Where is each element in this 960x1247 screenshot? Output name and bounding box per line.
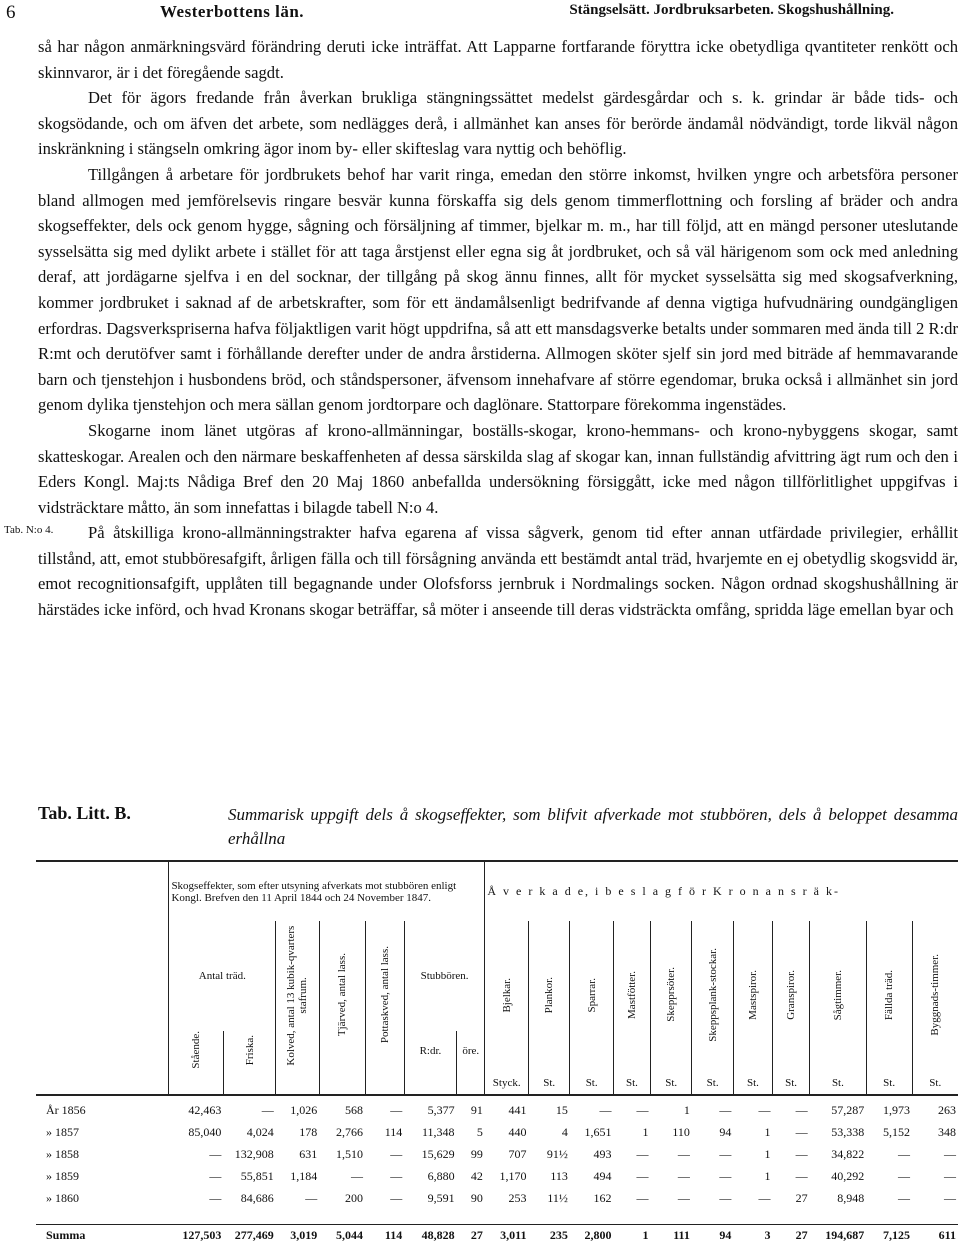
unit: St. xyxy=(773,1072,810,1095)
table-cell: 3,019 xyxy=(276,1224,320,1247)
page-header xyxy=(0,0,960,26)
table-cell: 90 xyxy=(470,1191,483,1206)
table-cell: 1,184 xyxy=(290,1169,318,1184)
table-cell: 27 xyxy=(773,1224,810,1247)
table-cell: 441 xyxy=(508,1103,527,1118)
unit: St. xyxy=(733,1072,772,1095)
col-header: Tjärved, antal lass. xyxy=(336,953,349,1037)
table-cell: — xyxy=(677,1147,690,1162)
table-cell: 110 xyxy=(672,1125,690,1140)
table-cell: — xyxy=(390,1169,403,1184)
table-row xyxy=(36,1100,958,1122)
col-header: Mastfötter. xyxy=(625,970,638,1019)
table-cell: — xyxy=(719,1103,732,1118)
table-cell: 263 xyxy=(938,1103,956,1118)
table-cell: — xyxy=(390,1103,403,1118)
table-cell: 4 xyxy=(561,1125,568,1140)
table-cell: — xyxy=(209,1169,222,1184)
table-row xyxy=(36,1166,958,1188)
table-cell: 91½ xyxy=(546,1147,568,1162)
table-cell: 48,828 xyxy=(404,1224,456,1247)
table-cell: — xyxy=(390,1147,403,1162)
table-cell: — xyxy=(944,1169,956,1184)
unit: St. xyxy=(651,1072,692,1095)
unit: St. xyxy=(528,1072,569,1095)
paragraph: Skogarne inom länet utgöras af krono-allmänningar, boställs-skogar, krono-hemmans- och krono-nybyggens skogar, samt skatteskogar. Arealen och den närmare beskaffenheten af dessa särskilda slag af skogar kan, innan fullständig afvittring ägt rum och den i Eders Kongl. Maj:ts Nådiga Bref den 20 Maj 1860 anbefallda undersökning försiggått, icke med någon tillförlitlighet uppgifvas i vidsträcktare måtto, än som innefattas i bilagde tabell N:o 4. xyxy=(38,420,958,517)
table-cell: — xyxy=(351,1169,364,1184)
table-cell: — xyxy=(944,1191,956,1206)
table-cell: 85,040 xyxy=(188,1125,222,1140)
col-header: Stubbören. xyxy=(404,921,485,1031)
unit: St. xyxy=(866,1072,912,1095)
paragraph: Tillgången å arbetare för jordbrukets behof har varit ringa, emedan den större inkomst, hvilken yngre och arbetsföra personer bland allmogen med jemförelsevis ringare besvär kunna förskaffa sig dels genom timmerflottning och forsling af bräder och andra skogseffekter, dels ock genom hygge, sågning och försäljning af timmer, bjelkar m. m., har till följd, att en mängd personer uteslutande sysselsätta sig med dylikt arbete i stället för att taga årstjenst eller egna sig åt jordbruket, och så väl härigenom som ock med anledning deraf, att jordägarne sjelfva i en del socknar, der tillgång på skog ännu finnes, allt för mycket sysselsätta sig med skogsafverkning, kommer jordbruket i saknad af de arbetskrafter, som för ett ändamålsenligt bedrifvande af denna vigtiga hufvudnäring oundgängligen erfordras. Dagsverkspriserna hafva följaktligen varit högt uppdrifna, så att ett mansdagsverke betalts under sommaren med ända till 2 R:dr R:mt och derutöfver samt i förhållande derefter under de andra årstiderna. Allmogen sköter sjelf sin jord med biträde af hemmavarande barn och tjenstehjon i husbondens bröd, och ståndspersoner, äfvensom innehafvare af större egendomar, bruka också i allmänhet sin jord genom dylika tjenstehjon och mera sällan genom jordtorpare och daglönare. Stattorpare förekomma ingenstädes. xyxy=(38,164,958,415)
table-cell: 3,011 xyxy=(485,1224,529,1247)
body-text xyxy=(38,34,958,623)
table-cell: 42,463 xyxy=(188,1103,222,1118)
row-label: » 1859 xyxy=(46,1169,79,1184)
table-cell: 611 xyxy=(912,1224,958,1247)
table-cell: 132,908 xyxy=(234,1147,274,1162)
header-group-averkade: Å v e r k a d e, i b e s l a g f ö r K r o n a n s r ä k- xyxy=(485,861,958,921)
row-label: » 1857 xyxy=(46,1125,79,1140)
table-cell: 440 xyxy=(508,1125,527,1140)
col-header: Pottaskved, antal lass. xyxy=(378,946,391,1044)
table-cell: 162 xyxy=(593,1191,612,1206)
table-row xyxy=(36,1122,958,1144)
table-cell: — xyxy=(758,1191,771,1206)
table-cell: 6,880 xyxy=(427,1169,455,1184)
table-cell: 1,170 xyxy=(499,1169,527,1184)
page-number: 6 xyxy=(6,2,16,23)
paragraph: På åtskilliga krono-allmänningstrakter hafva egarena af vissa sågverk, genom tid efter annan utfärdade privilegier, erhållit tillstånd, att, emot stubböresafgift, årligen fälla och till försågning använda ett bestämdt antal träd, hvarjemte en ej obetydlig skogsvidd är, emot recognitionsafgift, upplåten till begagnande under Olofsforss jernbruk i Nordmalings socken. Någon ordnad skogshushållning är härstädes icke införd, och hvad Kronans skogar beträffar, så möter i anseende till deras vidsträckta omfång, spridda läge emellan byar och xyxy=(38,523,958,620)
table-cell: 2,766 xyxy=(336,1125,364,1140)
table-cell: 94 xyxy=(719,1125,732,1140)
table-cell: — xyxy=(305,1191,318,1206)
table-cell: 1 xyxy=(683,1103,690,1118)
table-cell: 1 xyxy=(613,1224,650,1247)
table-cell: — xyxy=(758,1103,771,1118)
paragraph: Det för ägors fredande från åverkan brukliga stängningssättet medelst gärdesgårdar och s. k. grindar är både tids- och skogsödande, och om äfven det arbete, som nedlägges derå, i allmänhet kan anses för berörde ändamål nödvändigt, torde likväl någon inskränkning i stängseln omkring ägor inom by- eller skifteslag vara nyttig och behöflig. xyxy=(38,88,958,159)
col-header: Fällda träd. xyxy=(883,969,896,1020)
unit: öre. xyxy=(457,1031,485,1072)
table-cell: 27 xyxy=(795,1191,808,1206)
table-cell: 34,822 xyxy=(831,1147,865,1162)
table-cell: 94 xyxy=(692,1224,733,1247)
table-cell: 5 xyxy=(476,1125,483,1140)
col-header: Skepprsöter. xyxy=(665,967,678,1023)
table-cell: 568 xyxy=(345,1103,364,1118)
col-header: Stående. xyxy=(190,1031,203,1069)
table-cell: 2,800 xyxy=(570,1224,614,1247)
row-label: År 1856 xyxy=(46,1103,86,1118)
table-cell: — xyxy=(636,1191,649,1206)
table-cell: 235 xyxy=(528,1224,569,1247)
table-cell: 631 xyxy=(299,1147,318,1162)
table-cell: 5,152 xyxy=(883,1125,910,1140)
table-cell: 1,973 xyxy=(883,1103,910,1118)
table-cell: — xyxy=(898,1191,910,1206)
table-cell: 111 xyxy=(651,1224,692,1247)
table-cell: 1 xyxy=(764,1147,771,1162)
row-label: » 1858 xyxy=(46,1147,79,1162)
table-cell: — xyxy=(599,1103,612,1118)
table-cell: — xyxy=(944,1147,956,1162)
table-cell: 40,292 xyxy=(831,1169,865,1184)
unit: St. xyxy=(613,1072,650,1095)
table-cell: — xyxy=(209,1147,222,1162)
table-cell: 84,686 xyxy=(240,1191,274,1206)
table-cell: 494 xyxy=(593,1169,612,1184)
table-cell: — xyxy=(795,1147,808,1162)
unit: Styck. xyxy=(485,1072,529,1095)
table-cell: — xyxy=(261,1103,274,1118)
table-cell: 127,503 xyxy=(169,1224,223,1247)
table-cell: — xyxy=(719,1169,732,1184)
table-cell: 5,377 xyxy=(427,1103,455,1118)
table-caption: Summarisk uppgift dels å skogseffekter, som blifvit afverkade mot stubbören, dels å beloppet desamma erhållna xyxy=(228,805,958,848)
header-group-skogseffekter: Skogseffekter, som efter utsyning afverkats mot stubbören enligt Kongl. Brefven den 11 April 1844 och 24 November 1847. xyxy=(169,861,485,921)
table-cell: 99 xyxy=(470,1147,483,1162)
col-header: Friska. xyxy=(243,1034,256,1065)
table-cell: 178 xyxy=(299,1125,318,1140)
table-cell: 55,851 xyxy=(240,1169,274,1184)
margin-note: Tab. N:o 4. xyxy=(4,524,54,536)
table-cell: 27 xyxy=(457,1224,485,1247)
table-cell: 91 xyxy=(470,1103,483,1118)
col-header: Mastspiror. xyxy=(746,969,759,1020)
table-cell: — xyxy=(719,1191,732,1206)
unit: R:dr. xyxy=(404,1031,456,1072)
table-row xyxy=(36,1188,958,1210)
row-label: Summa xyxy=(36,1224,169,1247)
table-cell: 8,948 xyxy=(837,1191,865,1206)
col-header: Byggnads-timmer. xyxy=(929,954,942,1036)
row-label: » 1860 xyxy=(46,1191,79,1206)
table-cell: 113 xyxy=(550,1169,568,1184)
section-topics: Stängselsätt. Jordbruksarbeten. Skogshushållning. xyxy=(569,2,894,18)
table-cell: 200 xyxy=(345,1191,364,1206)
table-cell: 9,591 xyxy=(427,1191,455,1206)
table-cell: — xyxy=(677,1169,690,1184)
table-cell: 1 xyxy=(764,1125,771,1140)
table-cell: 1 xyxy=(642,1125,649,1140)
table-cell: 277,469 xyxy=(223,1224,275,1247)
col-header: Plankor. xyxy=(543,976,556,1013)
unit: St. xyxy=(810,1072,867,1095)
table-cell: 57,287 xyxy=(831,1103,865,1118)
unit: St. xyxy=(570,1072,614,1095)
table-cell: — xyxy=(795,1125,808,1140)
table-cell: — xyxy=(636,1147,649,1162)
table-cell: 53,338 xyxy=(831,1125,865,1140)
table-cell: 114 xyxy=(365,1224,404,1247)
table-cell: 42 xyxy=(470,1169,483,1184)
paragraph: så har någon anmärkningsvärd förändring deruti icke inträffat. Att Lapparne fortfarande föryttra icke obetydliga qvantiteter renkött och skinnvaror, är i det föregående sagdt. xyxy=(38,37,958,82)
table-cell: 11½ xyxy=(547,1191,568,1206)
unit: St. xyxy=(912,1072,958,1095)
unit: St. xyxy=(692,1072,733,1095)
col-header: Sparrar. xyxy=(585,977,598,1013)
table-cell: 348 xyxy=(938,1125,956,1140)
table-cell: 5,044 xyxy=(319,1224,365,1247)
table-cell: 1,651 xyxy=(584,1125,612,1140)
col-header: Sågtimmer. xyxy=(831,969,844,1020)
running-title: Westerbottens län. xyxy=(160,2,305,21)
col-header: Skeppsplank-stockar. xyxy=(706,947,719,1042)
table-cell: 493 xyxy=(593,1147,612,1162)
table-cell: 1 xyxy=(764,1169,771,1184)
table-cell: — xyxy=(209,1191,222,1206)
table-cell: — xyxy=(795,1169,808,1184)
table-cell: 1,510 xyxy=(336,1147,364,1162)
table-cell: 114 xyxy=(384,1125,403,1140)
table-cell: — xyxy=(636,1169,649,1184)
header-antal-trad: Antal träd. xyxy=(169,921,276,1031)
table-cell: — xyxy=(795,1103,808,1118)
col-header: Bjelkar. xyxy=(500,977,513,1013)
table-cell: 4,024 xyxy=(246,1125,274,1140)
sum-row xyxy=(36,1224,958,1247)
table-cell: 1,026 xyxy=(290,1103,318,1118)
table-cell: 7,125 xyxy=(866,1224,912,1247)
table-cell: 11,348 xyxy=(422,1125,455,1140)
table-cell: 194,687 xyxy=(810,1224,867,1247)
table-cell: 15 xyxy=(555,1103,568,1118)
table-cell: — xyxy=(719,1147,732,1162)
table-cell: — xyxy=(390,1191,403,1206)
table-cell: 707 xyxy=(508,1147,527,1162)
table-cell: 253 xyxy=(508,1191,527,1206)
table-cell: — xyxy=(898,1169,910,1184)
table-cell: — xyxy=(677,1191,690,1206)
table-cell: — xyxy=(636,1103,649,1118)
col-header: Granspiror. xyxy=(785,969,798,1020)
table-cell: — xyxy=(898,1147,910,1162)
table-cell: 3 xyxy=(733,1224,772,1247)
table-cell: 15,629 xyxy=(421,1147,455,1162)
table-label: Tab. Litt. B. xyxy=(38,803,131,823)
col-header: Kolved, antal 13 kubik-qvarters stafrum. xyxy=(285,924,310,1065)
forest-table xyxy=(36,860,958,1247)
table-row xyxy=(36,1144,958,1166)
